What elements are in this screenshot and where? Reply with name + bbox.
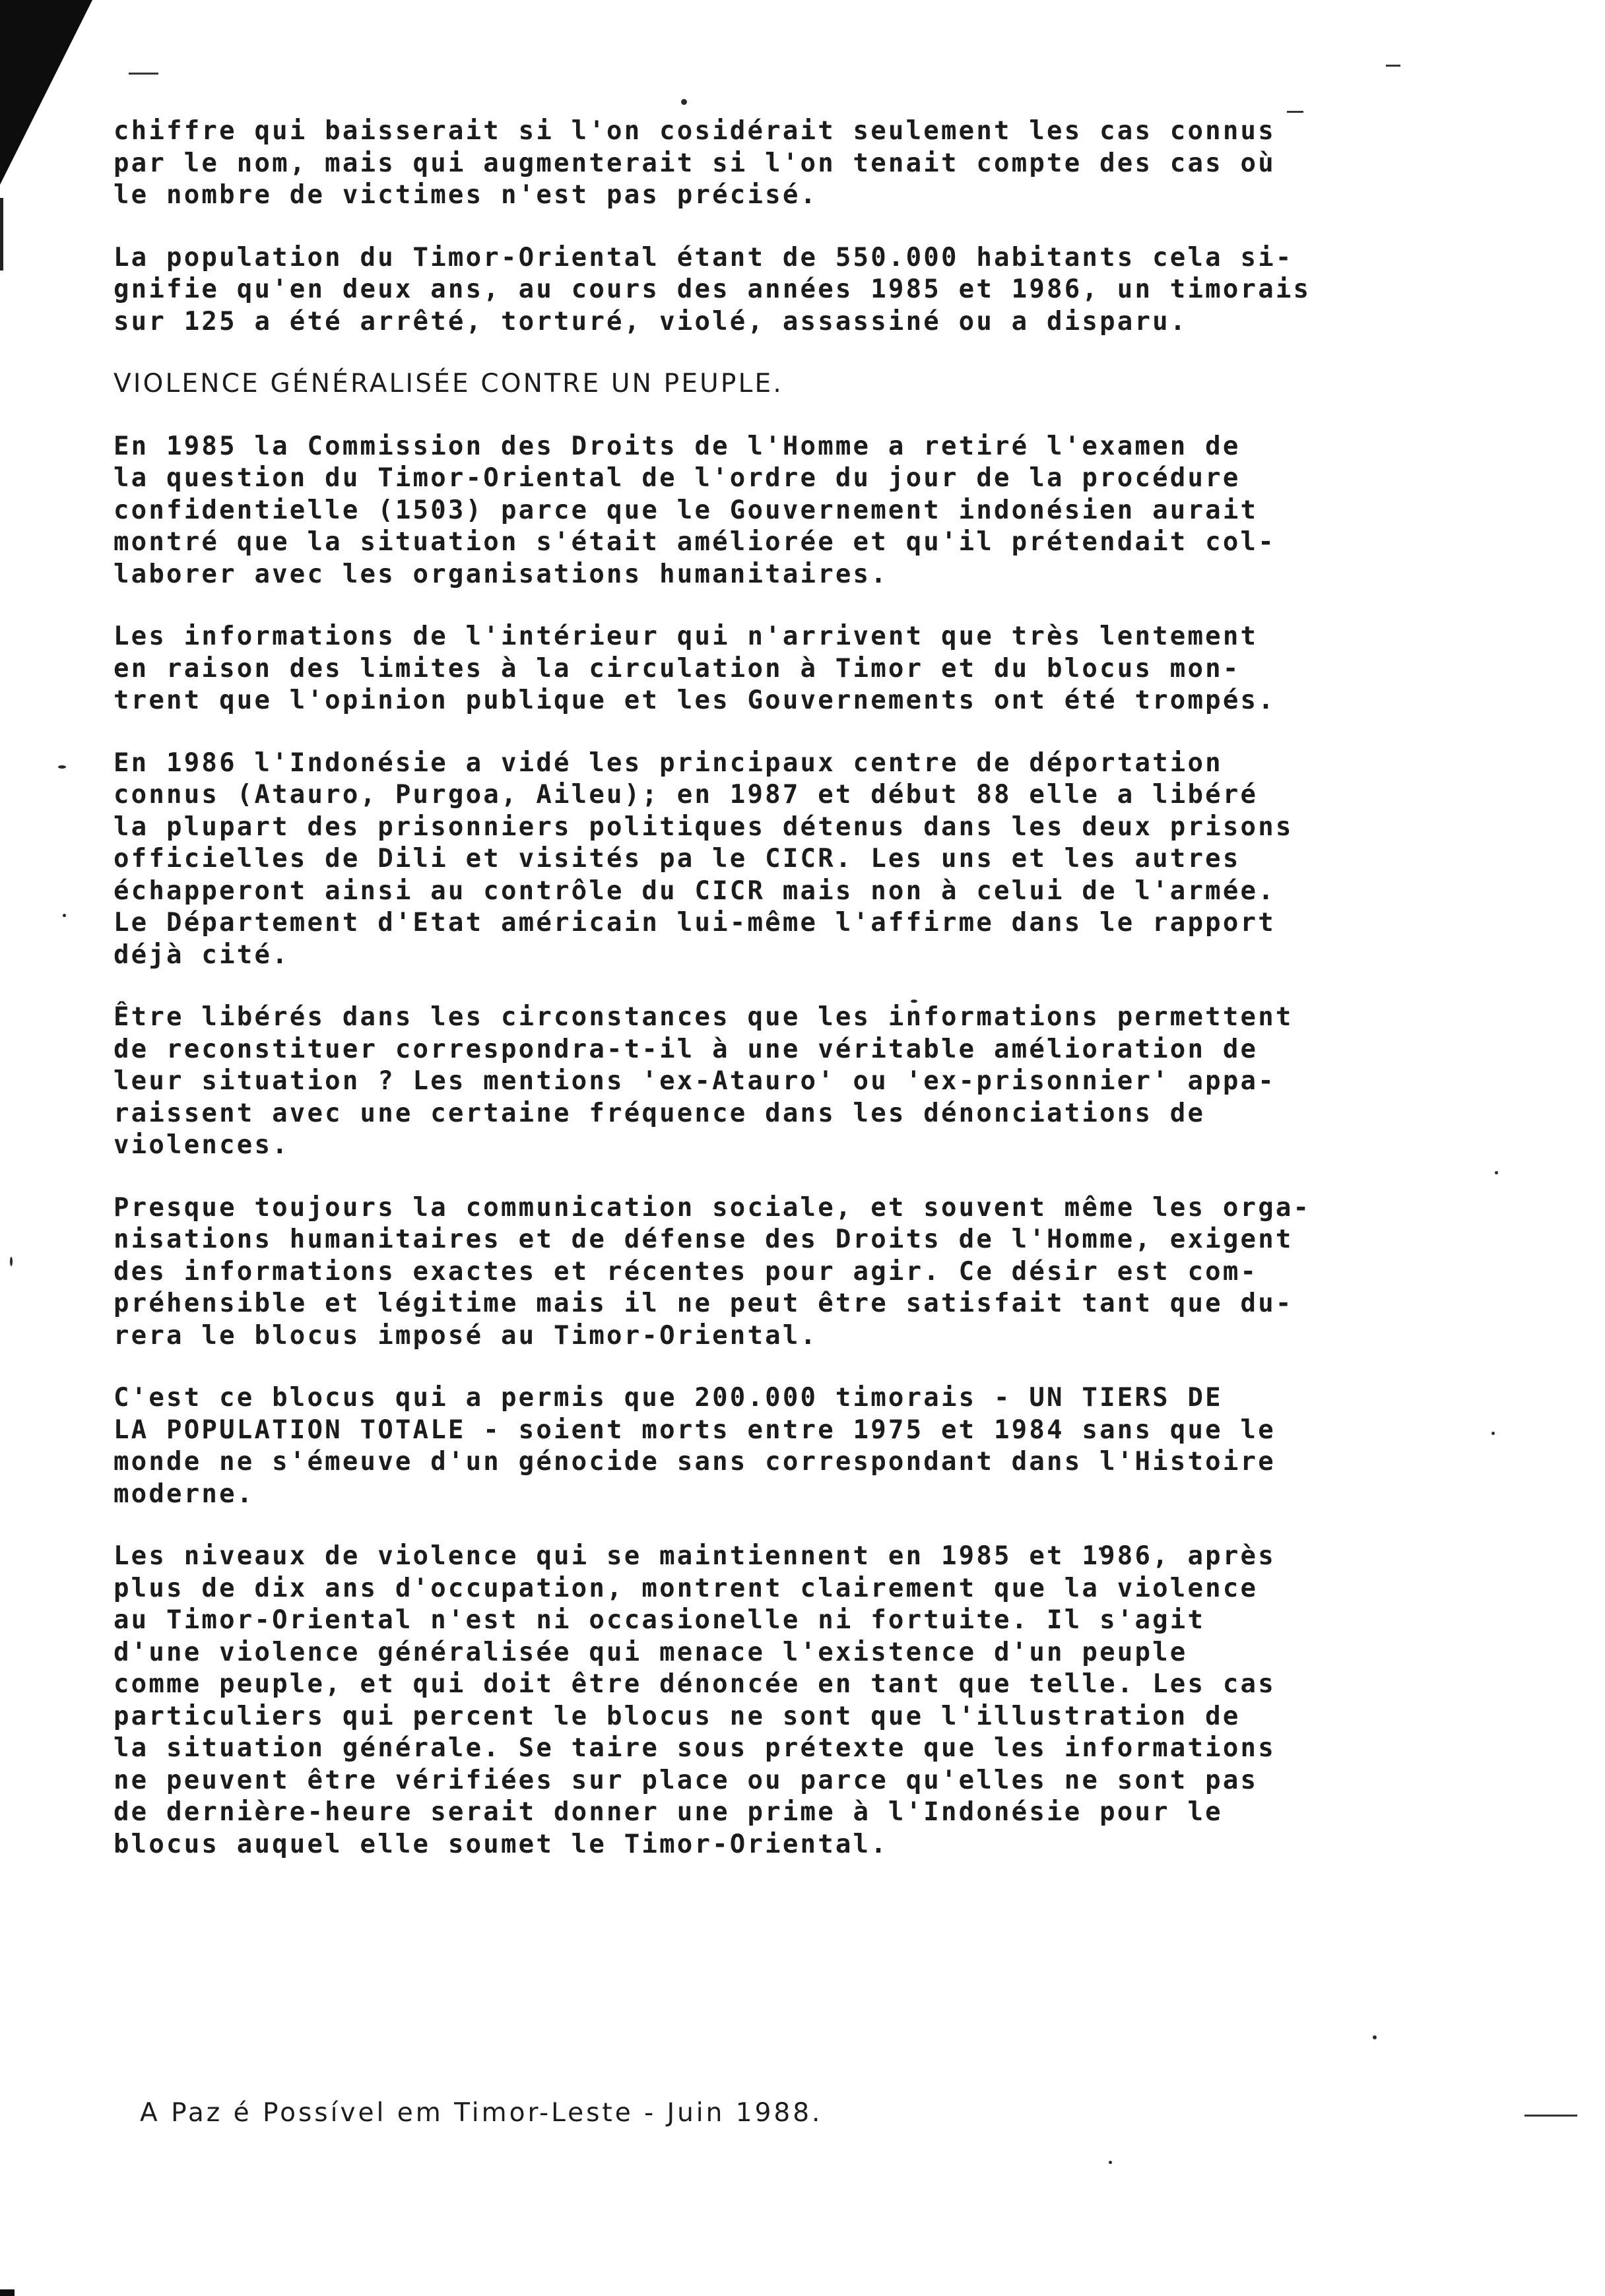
- scan-speck: [1495, 1171, 1498, 1174]
- scan-dash-top-left: [129, 73, 158, 75]
- paragraph-6: Être libérés dans les circonstances que les informations permettent de reconstituer correspondra-t-il à une véritable amélioration de leur situation ? Les mentions 'ex-Atauro' ou 'ex-prisonnier' appa- raissent avec une certaine fréquence dans les dénonciations de violences.: [114, 1002, 1294, 1160]
- scan-dash-top-right: [1386, 65, 1400, 67]
- document-body: [114, 115, 1473, 1891]
- scan-dash-right-1: [1287, 111, 1303, 113]
- scan-corner-shadow: [0, 0, 92, 185]
- paragraph-5: En 1986 l'Indonésie a vidé les principaux centre de déportation connus (Atauro, Purgoa, Aileu); en 1987 et début 88 elle a libéré la plupart des prisonniers politiques détenus dans les deux prisons officielles de Dili et visités pa le CICR. Les uns et les autres échapperont ainsi au contrôle du CICR mais non à celui de l'armée. Le Département d'Etat américain lui-même l'affirme dans le rapport déjà cité.: [114, 748, 1294, 970]
- paragraph-8: C'est ce blocus qui a permis que 200.000 timorais - UN TIERS DE LA POPULATION TOTALE - soient morts entre 1975 et 1984 sans que le monde ne s'émeuve d'un génocide sans correspondant dans l'Histoire moderne.: [114, 1383, 1276, 1509]
- scan-speck: [10, 1257, 13, 1266]
- section-heading: VIOLENCE GÉNÉRALISÉE CONTRE UN PEUPLE.: [114, 369, 784, 399]
- paragraph-9: Les niveaux de violence qui se maintiennent en 1985 et 1986, après plus de dix ans d'occupation, montrent clairement que la violence au Timor-Oriental n'est ni occasionelle ni fortuite. Il s'agit d'une violence généralisée qui menace l'existence d'un peuple comme peuple, et qui doit être dénoncée en tant que telle. Les cas particuliers qui percent le blocus ne sont que l'illustration de la situation générale. Se taire sous prétexte que les informations ne peuvent être vérifiées sur place ou parce qu'elles ne sont pas de dernière-heure serait donner une prime à l'Indonésie pour le blocus auquel elle soumet le Timor-Oriental.: [114, 1541, 1276, 1859]
- scan-speck: [681, 99, 687, 105]
- paragraph-2: La population du Timor-Oriental étant de 550.000 habitants cela si- gnifie qu'en deux ans, au cours des années 1985 et 1986, un timorais sur 125 a été arrêté, torturé, violé, assassiné ou a disparu.: [114, 242, 1311, 336]
- scan-edge-mark: [0, 198, 3, 271]
- paragraph-3: En 1985 la Commission des Droits de l'Homme a retiré l'examen de la question du Timor-Oriental de l'ordre du jour de la procédure confidentielle (1503) parce que le Gouvernement indonésien aurait montré que la situation s'était améliorée et qu'il prétendait col- laborer avec les organisations humanitaires.: [114, 431, 1276, 589]
- scan-speck: [63, 914, 66, 917]
- paragraph-7: Presque toujours la communication sociale, et souvent même les orga- nisations humanitaires et de défense des Droits de l'Homme, exigent des informations exactes et récentes pour agir. Ce désir est com- préhensible et légitime mais il ne peut être satisfait tant que du- rera le blocus imposé au Timor-Oriental.: [114, 1192, 1311, 1351]
- scan-speck: [1491, 1432, 1495, 1435]
- signature-line: A Paz é Possível em Timor-Leste - Juin 1988.: [140, 2098, 823, 2128]
- paragraph-1: chiffre qui baisserait si l'on cosidérait seulement les cas connus par le nom, mais qui augmenterait si l'on tenait compte des cas où le nombre de victimes n'est pas précisé.: [114, 116, 1276, 210]
- scan-speck: [58, 765, 66, 769]
- scan-bottom-mark: [0, 2289, 15, 2296]
- scan-dash-bottom-right: [1524, 2115, 1577, 2117]
- scan-speck: [1373, 2035, 1377, 2039]
- paragraph-4: Les informations de l'intérieur qui n'arrivent que très lentement en raison des limites à la circulation à Timor et du blocus mon- trent que l'opinion publique et les Gouvernements ont été trompés.: [114, 622, 1276, 715]
- scan-speck: [1109, 2161, 1112, 2164]
